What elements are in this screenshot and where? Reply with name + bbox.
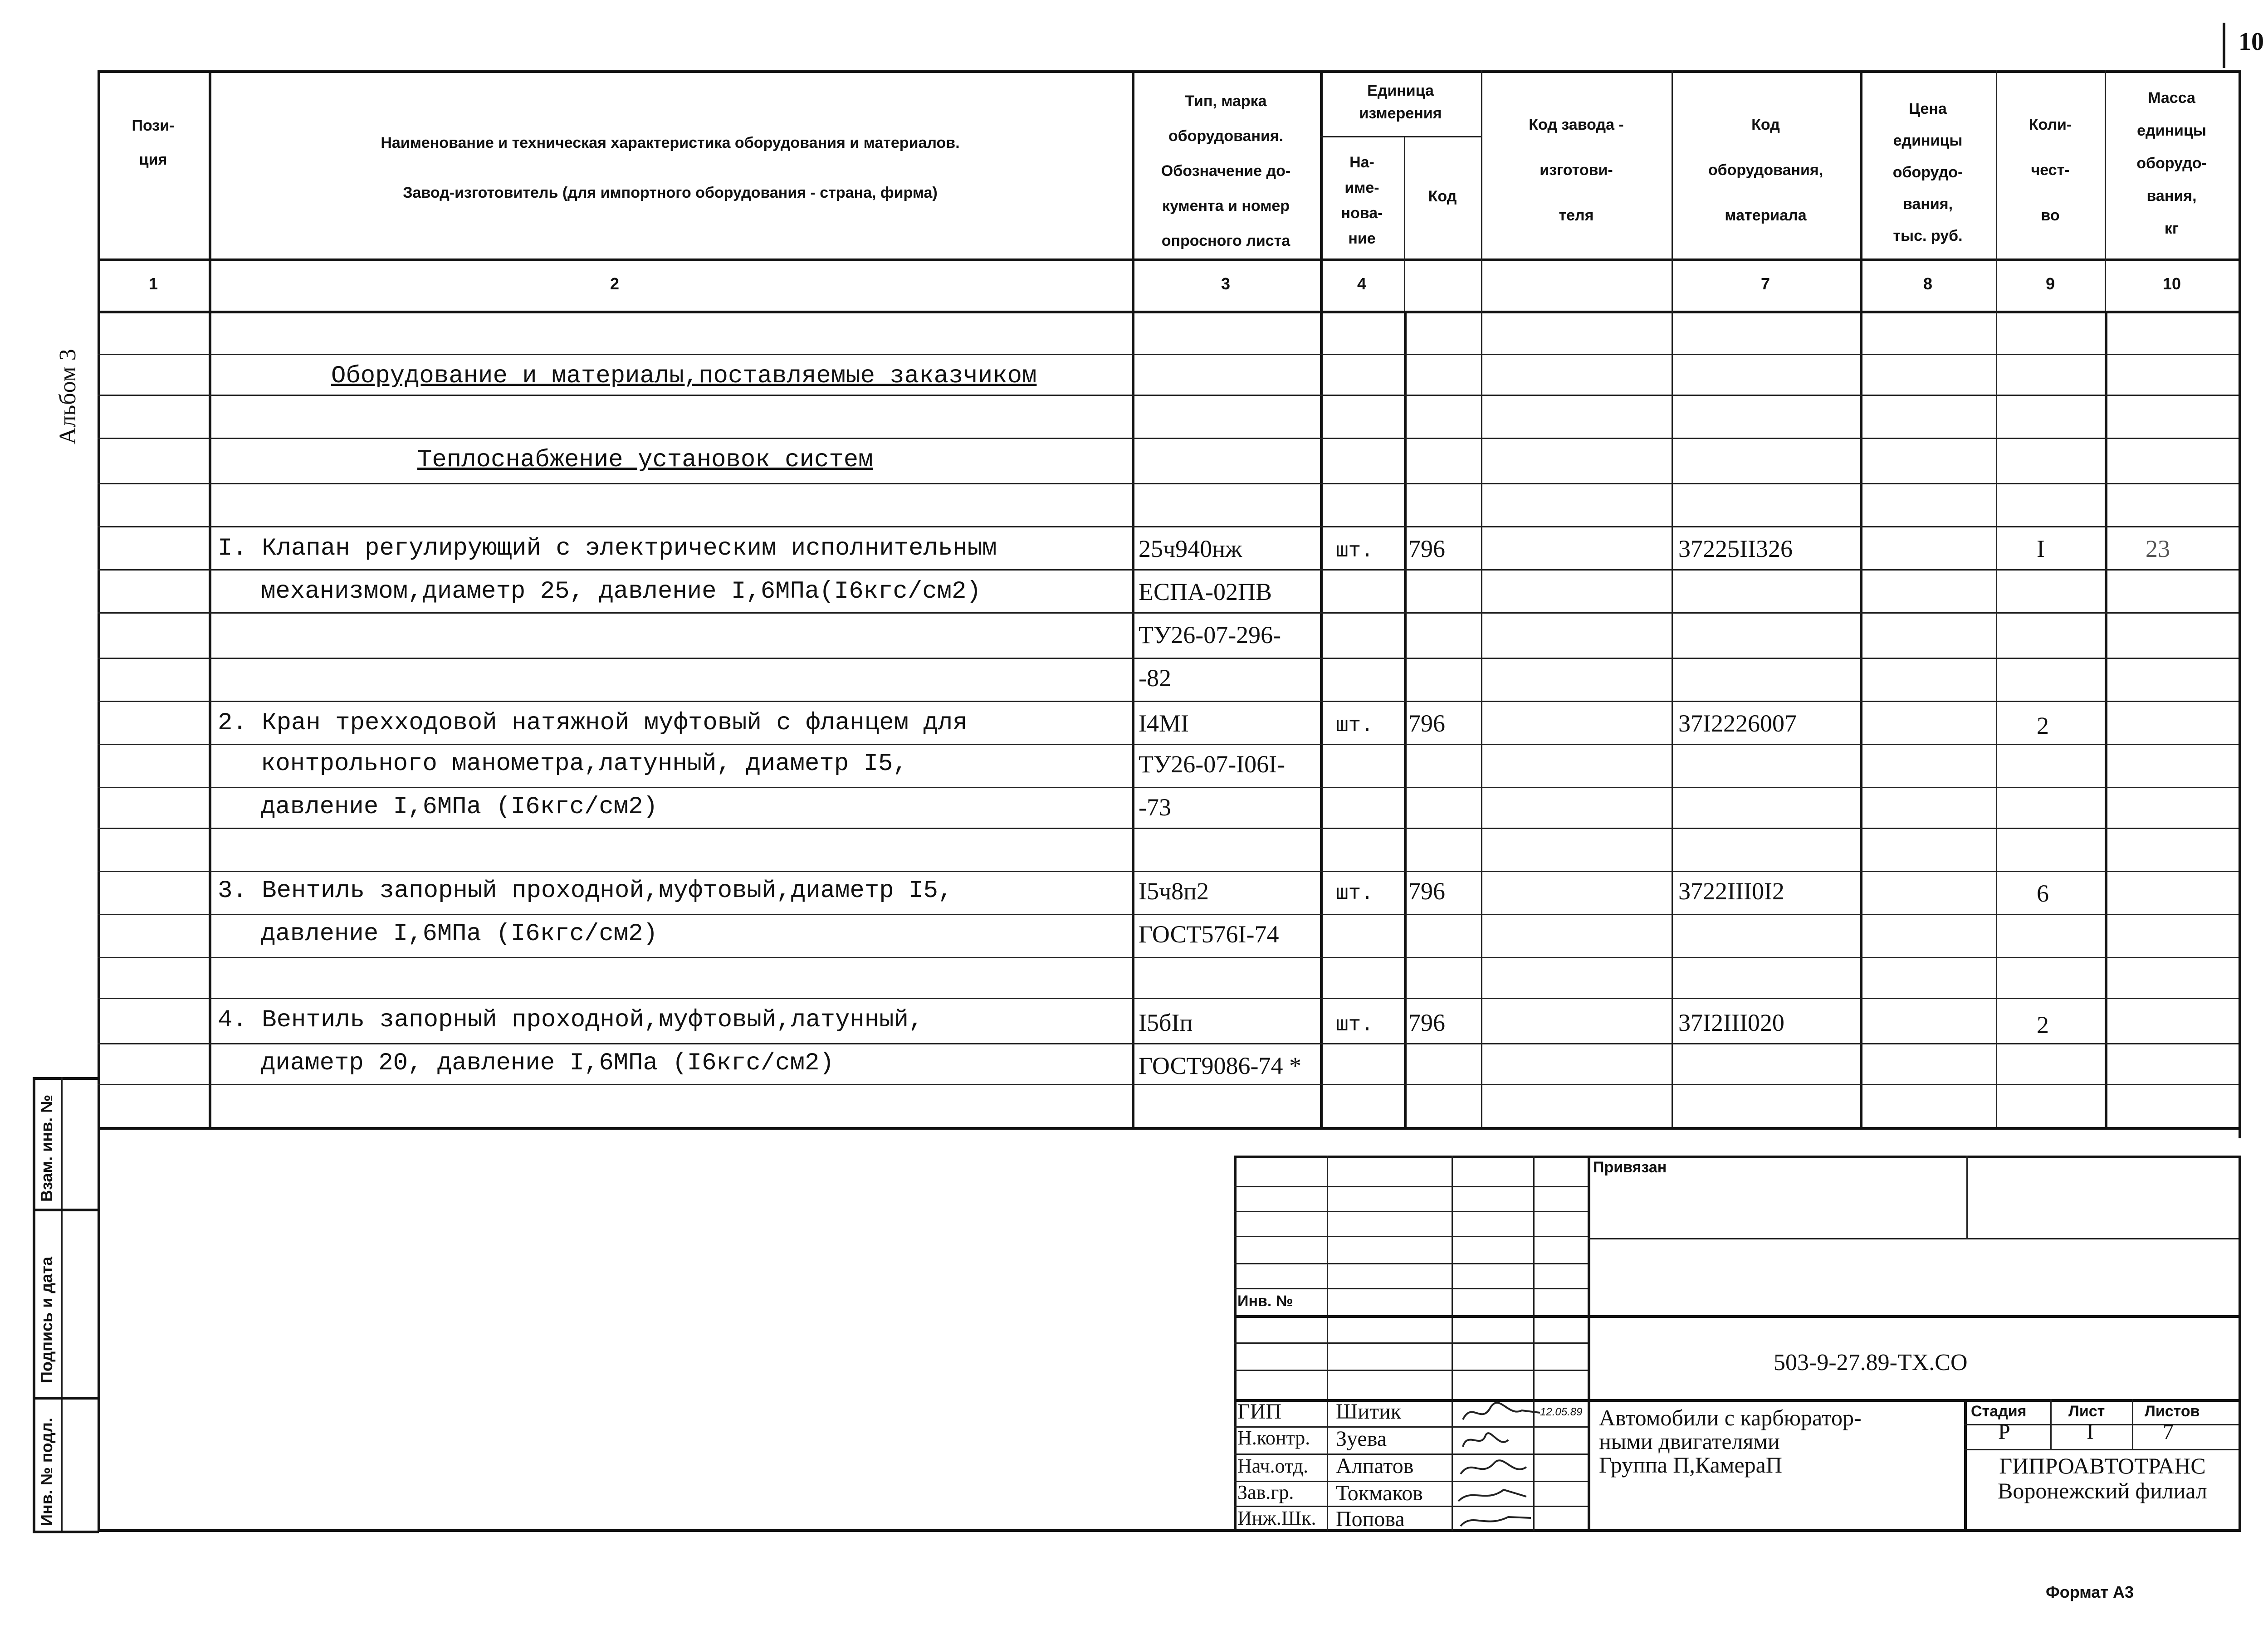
- sheet-value: I: [2087, 1420, 2094, 1444]
- item-material-code: 37I2III020: [1678, 1009, 1784, 1036]
- name-nachotd: Алпатов: [1336, 1454, 1414, 1478]
- colnum-7: 7: [1760, 274, 1770, 293]
- header-col8: Цена единицы оборудо- вания, тыс. руб.: [1892, 100, 1963, 244]
- name-inzh: Попова: [1336, 1507, 1405, 1531]
- item-material-code: 37I2226007: [1678, 710, 1797, 737]
- item-unit: шт.: [1336, 882, 1374, 905]
- colnum-8: 8: [1923, 274, 1933, 293]
- stage-header: Стадия: [1971, 1403, 2027, 1420]
- item-qty: 2: [2037, 1011, 2049, 1039]
- header-col3: Тип, марка оборудования. Обозначение до- кумента и номер опросного листа: [1161, 93, 1291, 249]
- sheet-number-tick: [2223, 23, 2225, 68]
- stage-value: Р: [1998, 1420, 2010, 1444]
- role-nachotd: Нач.отд.: [1237, 1455, 1309, 1477]
- bottom-border: [98, 1529, 2241, 1532]
- item-material-code: 3722III0I2: [1678, 878, 1784, 905]
- colnum-2: 2: [610, 274, 620, 293]
- header-col1: Пози- ция: [132, 117, 175, 168]
- header-col6: Код завода - изготови- теля: [1529, 116, 1624, 224]
- item-type: ТУ26-07-I06I-: [1139, 751, 1286, 778]
- role-inzh: Инж.Шк.: [1237, 1507, 1316, 1529]
- organization: ГИПРОАВТОТРАНС Воронежский филиал: [1998, 1453, 2207, 1503]
- album-label: Альбом 3: [55, 349, 81, 444]
- item-unit: шт.: [1336, 714, 1374, 737]
- header-col2: Наименование и техническая характеристика оборудования и материалов. Завод-изготовитель (для импортного оборудования - страна, фирма): [381, 134, 960, 201]
- item-description: I. Клапан регулирующий с электрическим исполнительным: [218, 535, 997, 562]
- item-description: 4. Вентиль запорный проходной,муфтовый,латунный,: [218, 1006, 924, 1034]
- header-col10: Масса единицы оборудо- вания, кг: [2136, 89, 2207, 237]
- item-type: ГОСТ9086-74 *: [1139, 1052, 1302, 1079]
- item-description: давление I,6МПа (I6кгс/см2): [261, 920, 658, 948]
- item-mass: 23: [2146, 535, 2170, 562]
- item-material-code: 37225II326: [1678, 535, 1793, 562]
- inv-no-label: Инв. №: [1237, 1293, 1293, 1310]
- format-label: Формат А3: [2046, 1583, 2134, 1601]
- vzam-inv-label: Взам. инв. №: [37, 1094, 56, 1202]
- sheet-header: Лист: [2068, 1403, 2105, 1420]
- role-gip: ГИП: [1237, 1400, 1282, 1424]
- item-type: -73: [1139, 794, 1171, 821]
- item-unit-code: 796: [1408, 535, 1445, 562]
- item-type: ТУ26-07-296-: [1139, 621, 1281, 649]
- name-nkontr: Зуева: [1336, 1427, 1387, 1451]
- inv-podl-label: Инв. № подл.: [37, 1418, 56, 1526]
- item-description: 3. Вентиль запорный проходной,муфтовый,диаметр I5,: [218, 877, 953, 905]
- stamp-title: Автомобили с карбюратор- ными двигателями Группа П,КамераП: [1599, 1405, 1862, 1478]
- item-type: I4MI: [1139, 710, 1189, 737]
- colnum-3: 3: [1221, 274, 1231, 293]
- item-type: ГОСТ576I-74: [1139, 921, 1279, 948]
- sheets-header: Листов: [2145, 1403, 2200, 1420]
- item-unit-code: 796: [1408, 710, 1445, 737]
- item-qty: 6: [2037, 880, 2049, 907]
- item-description: диаметр 20, давление I,6МПа (I6кгс/см2): [261, 1049, 834, 1077]
- item-qty: I: [2037, 535, 2045, 562]
- item-description: давление I,6МПа (I6кгс/см2): [261, 793, 658, 821]
- item-type: ЕСПА-02ПВ: [1139, 578, 1272, 605]
- name-gip: Шитик: [1336, 1400, 1402, 1424]
- item-type: I5ч8п2: [1139, 878, 1209, 905]
- header-unit-group: Единица измерения: [1359, 82, 1442, 122]
- privyazan-label: Привязан: [1593, 1159, 1667, 1176]
- doc-code: 503-9-27.89-ТХ.СО: [1774, 1350, 1968, 1375]
- item-type: 25ч940нж: [1139, 535, 1242, 562]
- colnum-10: 10: [2162, 274, 2181, 293]
- role-zavgr: Зав.гр.: [1237, 1481, 1294, 1503]
- header-col4: На- име- нова- ние: [1341, 154, 1383, 247]
- item-type: I5бIп: [1139, 1009, 1193, 1036]
- colnum-1: 1: [148, 274, 158, 293]
- item-description: механизмом,диаметр 25, давление I,6МПа(I6кгс/см2): [261, 578, 981, 605]
- sign-date: 12.05.89: [1540, 1406, 1583, 1418]
- colnum-9: 9: [2045, 274, 2055, 293]
- header-col7: Код оборудования, материала: [1708, 116, 1823, 224]
- item-description: 2. Кран трехходовой натяжной муфтовый с фланцем для: [218, 709, 968, 737]
- colnum-4: 4: [1357, 274, 1367, 293]
- sheet-number: 10: [2239, 28, 2264, 56]
- header-col9: Коли- чест- во: [2028, 116, 2072, 224]
- podpis-data-label: Подпись и дата: [37, 1257, 56, 1383]
- item-qty: 2: [2037, 712, 2049, 739]
- signatures: [1454, 1399, 1590, 1531]
- item-unit-code: 796: [1408, 878, 1445, 905]
- sheets-value: 7: [2163, 1420, 2174, 1444]
- name-zavgr: Токмаков: [1336, 1481, 1423, 1505]
- item-unit: шт.: [1336, 1013, 1374, 1037]
- subsection-title: Теплоснабжение установок систем: [417, 446, 873, 474]
- item-unit-code: 796: [1408, 1009, 1445, 1036]
- role-nkontr: Н.контр.: [1237, 1427, 1310, 1449]
- item-type: -82: [1139, 664, 1171, 692]
- header-col5: Код: [1428, 188, 1457, 205]
- item-description: контрольного манометра,латунный, диаметр I5,: [261, 750, 908, 778]
- item-unit: шт.: [1336, 539, 1374, 563]
- section-title: Оборудование и материалы,поставляемые заказчиком: [331, 362, 1037, 390]
